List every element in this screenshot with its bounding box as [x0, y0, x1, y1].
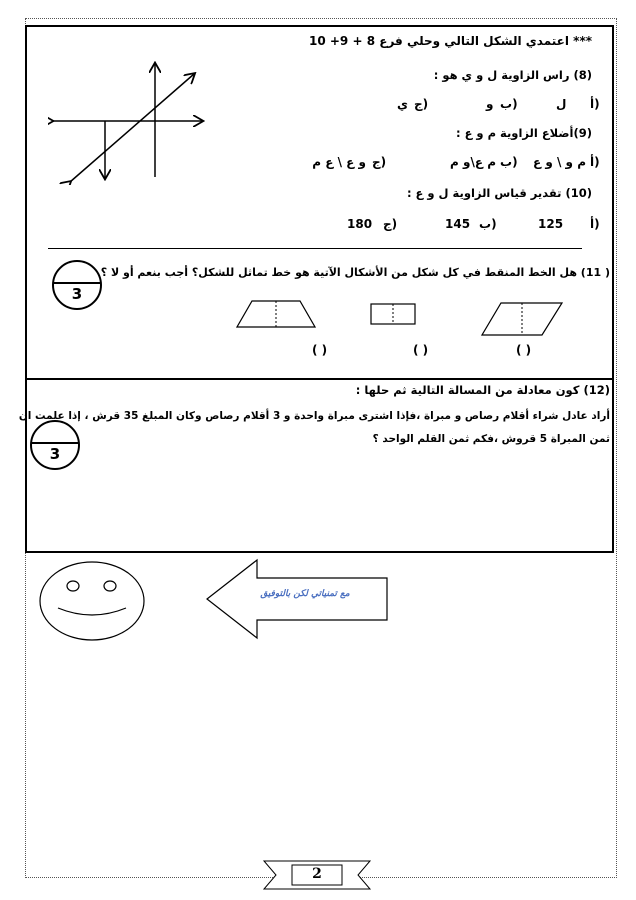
- q10-question: (10) تقدير قياس الزاوية ل و ع :: [406, 186, 592, 200]
- q9-question: (9)أضلاع الزاوية م و ع :: [455, 126, 592, 140]
- angle-figure: [48, 60, 208, 185]
- q10-option-c: 180: [347, 217, 373, 231]
- q9-option-b: م ع\و م: [450, 155, 496, 169]
- q12-divider: [25, 378, 614, 380]
- q11-score-value: 3: [71, 285, 83, 303]
- q8-option-a-label: أ): [590, 97, 600, 111]
- q10-option-a: 125: [538, 217, 564, 231]
- q12-problem-line1: أراد عادل شراء أقلام رصاص و مبراة ،فإذا اشترى مبراة واحدة و 3 أقلام رصاص وكان المبلغ 35 قرش ، إذا علمت ان: [18, 410, 610, 422]
- q12-question: (12) كون معادلة من المسالة التالية ثم حلها :: [355, 383, 610, 397]
- q9-option-b-label: ب): [500, 155, 518, 169]
- instruction-text: *** اعتمدي الشكل التالي وحلي فرع 8 + 9+ 10: [308, 34, 592, 48]
- q10-option-b-label: ب): [479, 217, 497, 231]
- q10-option-c-label: ج): [383, 217, 398, 231]
- trapezoid-shape: [236, 300, 316, 328]
- q9-option-c-label: ج): [372, 155, 387, 169]
- diagonal-line: [70, 74, 194, 182]
- parallelogram-shape: [481, 302, 563, 336]
- q8-option-b-label: ب): [500, 97, 518, 111]
- q8-option-c: ي: [397, 97, 408, 111]
- q12-score-value: 3: [49, 445, 61, 463]
- q8-question: (8) راس الزاوية ل و ي هو :: [433, 68, 592, 82]
- q12-score-circle: [30, 420, 80, 470]
- q11-question: ( 11) هل الخط المنقط في كل شكل من الأشكال الآتية هو خط تماثل للشكل؟ أجب بنعم أو لا ؟: [100, 266, 610, 279]
- q9-option-c: و ع \ ع م: [312, 155, 366, 169]
- rectangle-shape: [370, 303, 416, 325]
- q9-option-a-label: أ): [590, 155, 600, 169]
- page-number: 2: [312, 866, 322, 882]
- q11-score-circle: [52, 260, 102, 310]
- answer-slot-parallelogram[interactable]: ( ): [516, 343, 532, 357]
- best-wishes-text: مع تمنياتي لكن بالتوفيق: [260, 589, 350, 599]
- section-divider: [48, 248, 582, 249]
- smiley-face-drawing: [38, 560, 146, 642]
- left-arrow-banner: [205, 558, 390, 640]
- answer-slot-trapezoid[interactable]: ( ): [312, 343, 328, 357]
- q8-option-c-label: ج): [414, 97, 429, 111]
- q10-option-a-label: أ): [590, 217, 600, 231]
- q8-option-a: ل: [556, 97, 567, 111]
- q9-option-a: م و \ و ع: [532, 155, 586, 169]
- q12-problem-line2: ثمن المبراة 5 قروش ،فكم ثمن القلم الواحد ؟: [372, 433, 610, 445]
- q8-option-b: و: [486, 97, 494, 111]
- q10-option-b: 145: [445, 217, 471, 231]
- answer-slot-rectangle[interactable]: ( ): [413, 343, 429, 357]
